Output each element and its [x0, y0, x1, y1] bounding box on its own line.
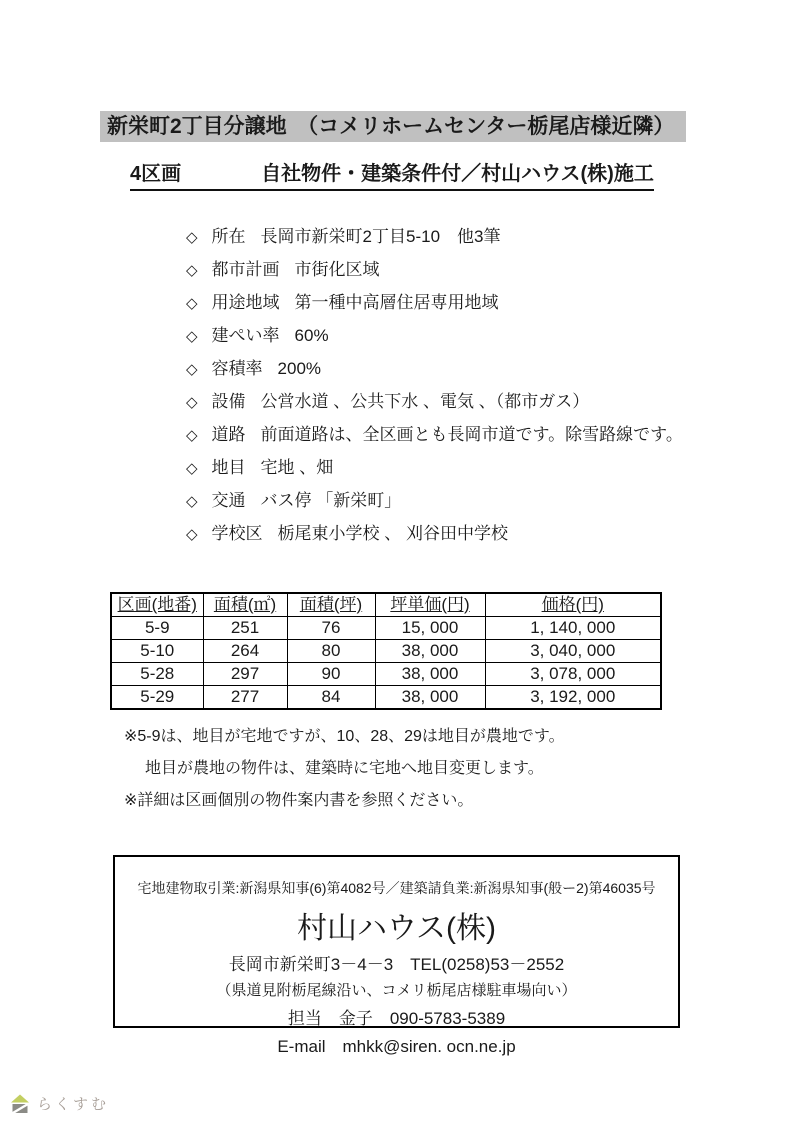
table-row: [111, 617, 661, 640]
detail-label: 容積率: [211, 359, 263, 378]
company-address-tel: 長岡市新栄町3－4－3 TEL(0258)53－2552: [228, 955, 565, 974]
cell-lot: 5-10: [111, 640, 203, 663]
table-header-row: [111, 593, 661, 617]
col-header-area-sqm: 面積(㎡): [203, 593, 287, 617]
company-email: E-mail mhkk@siren. ocn.ne.jp: [277, 1037, 516, 1056]
detail-value: バス停 「新栄町」: [260, 491, 402, 510]
list-item-kotsu: [186, 490, 683, 523]
company-info-box: [113, 855, 680, 1056]
detail-label: 用途地域: [211, 293, 280, 312]
note-line: ※5-9は、地目が宅地ですが、10、28、29は地目が農地です。: [124, 728, 565, 745]
subtitle-lot-count: 4区画: [130, 163, 182, 185]
table-row: [111, 663, 661, 686]
cell-area-tsubo: 84: [287, 686, 375, 710]
list-item-kenpeiritsu: [186, 325, 683, 358]
detail-value: 長岡市新栄町2丁目5-10 他3筆: [260, 227, 501, 246]
detail-label: 交通: [211, 491, 246, 510]
diamond-bullet-icon: ◇: [186, 229, 198, 246]
detail-value: 宅地 、畑: [260, 458, 334, 477]
detail-label: 設備: [211, 392, 246, 411]
diamond-bullet-icon: ◇: [186, 460, 198, 477]
diamond-bullet-icon: ◇: [186, 361, 198, 378]
list-item-yotochiiki: [186, 292, 683, 325]
subtitle: [130, 157, 654, 191]
company-contact-person: 担当 金子 090-5783-5389: [287, 1009, 506, 1028]
note-line: 地目が農地の物件は、建築時に宅地へ地目変更します。: [145, 760, 544, 777]
property-details-list: [186, 226, 683, 556]
cell-price: 3, 078, 000: [485, 663, 661, 686]
detail-value: 60%: [294, 326, 329, 345]
cell-lot: 5-28: [111, 663, 203, 686]
house-icon: [10, 1094, 30, 1114]
cell-lot: 5-29: [111, 686, 203, 710]
detail-value: 栃尾東小学校 、 刈谷田中学校: [277, 524, 508, 543]
detail-value: 200%: [277, 359, 322, 378]
cell-unit-price: 38, 000: [375, 686, 485, 710]
table-row: [111, 640, 661, 663]
diamond-bullet-icon: ◇: [186, 394, 198, 411]
cell-area-tsubo: 90: [287, 663, 375, 686]
rakusumu-logo: [10, 1093, 109, 1114]
diamond-bullet-icon: ◇: [186, 328, 198, 345]
cell-area-sqm: 277: [203, 686, 287, 710]
detail-label: 都市計画: [211, 260, 280, 279]
diamond-bullet-icon: ◇: [186, 427, 198, 444]
company-name: 村山ハウス(株): [296, 912, 497, 945]
detail-label: 学校区: [211, 524, 263, 543]
list-item-gakkoku: [186, 523, 683, 556]
diamond-bullet-icon: ◇: [186, 493, 198, 510]
license-numbers: 宅地建物取引業:新潟県知事(6)第4082号／建築請負業:新潟県知事(般ー2)第46035号: [137, 880, 656, 896]
cell-area-sqm: 264: [203, 640, 287, 663]
subtitle-description: 自社物件・建築条件付／村山ハウス(株)施工: [261, 163, 654, 185]
diamond-bullet-icon: ◇: [186, 295, 198, 312]
cell-lot: 5-9: [111, 617, 203, 640]
cell-area-tsubo: 80: [287, 640, 375, 663]
table-row: [111, 686, 661, 710]
detail-value: 市街化区域: [294, 260, 380, 279]
col-header-price: 価格(円): [485, 593, 661, 617]
cell-price: 1, 140, 000: [485, 617, 661, 640]
list-item-doro: [186, 424, 683, 457]
detail-label: 建ぺい率: [211, 326, 280, 345]
detail-value: 第一種中高層住居専用地域: [294, 293, 499, 312]
company-location-note: （県道見附栃尾線沿い、コメリ栃尾店様駐車場向い）: [216, 982, 577, 999]
detail-label: 地目: [211, 458, 246, 477]
diamond-bullet-icon: ◇: [186, 526, 198, 543]
price-table: [110, 592, 662, 710]
diamond-bullet-icon: ◇: [186, 262, 198, 279]
detail-label: 所在: [211, 227, 246, 246]
list-item-toshikeikaku: [186, 259, 683, 292]
list-item-chimoku: [186, 457, 683, 490]
page-title: 新栄町2丁目分譲地 （コメリホームセンター栃尾店様近隣）: [100, 111, 686, 142]
cell-unit-price: 38, 000: [375, 663, 485, 686]
cell-price: 3, 040, 000: [485, 640, 661, 663]
col-header-lot: 区画(地番): [111, 593, 203, 617]
list-item-shozai: [186, 226, 683, 259]
logo-text: らくすむ: [37, 1096, 110, 1113]
notes-section: [124, 724, 565, 820]
cell-unit-price: 38, 000: [375, 640, 485, 663]
cell-price: 3, 192, 000: [485, 686, 661, 710]
detail-label: 道路: [211, 425, 246, 444]
cell-area-sqm: 251: [203, 617, 287, 640]
list-item-yosekiritsu: [186, 358, 683, 391]
detail-value: 前面道路は、全区画とも長岡市道です。除雪路線です。: [260, 425, 683, 444]
list-item-setsubi: [186, 391, 683, 424]
detail-value: 公営水道 、公共下水 、電気 、（都市ガス）: [260, 392, 590, 411]
cell-unit-price: 15, 000: [375, 617, 485, 640]
cell-area-sqm: 297: [203, 663, 287, 686]
col-header-area-tsubo: 面積(坪): [287, 593, 375, 617]
cell-area-tsubo: 76: [287, 617, 375, 640]
col-header-unit-price: 坪単価(円): [375, 593, 485, 617]
note-line: ※詳細は区画個別の物件案内書を参照ください。: [124, 792, 474, 809]
